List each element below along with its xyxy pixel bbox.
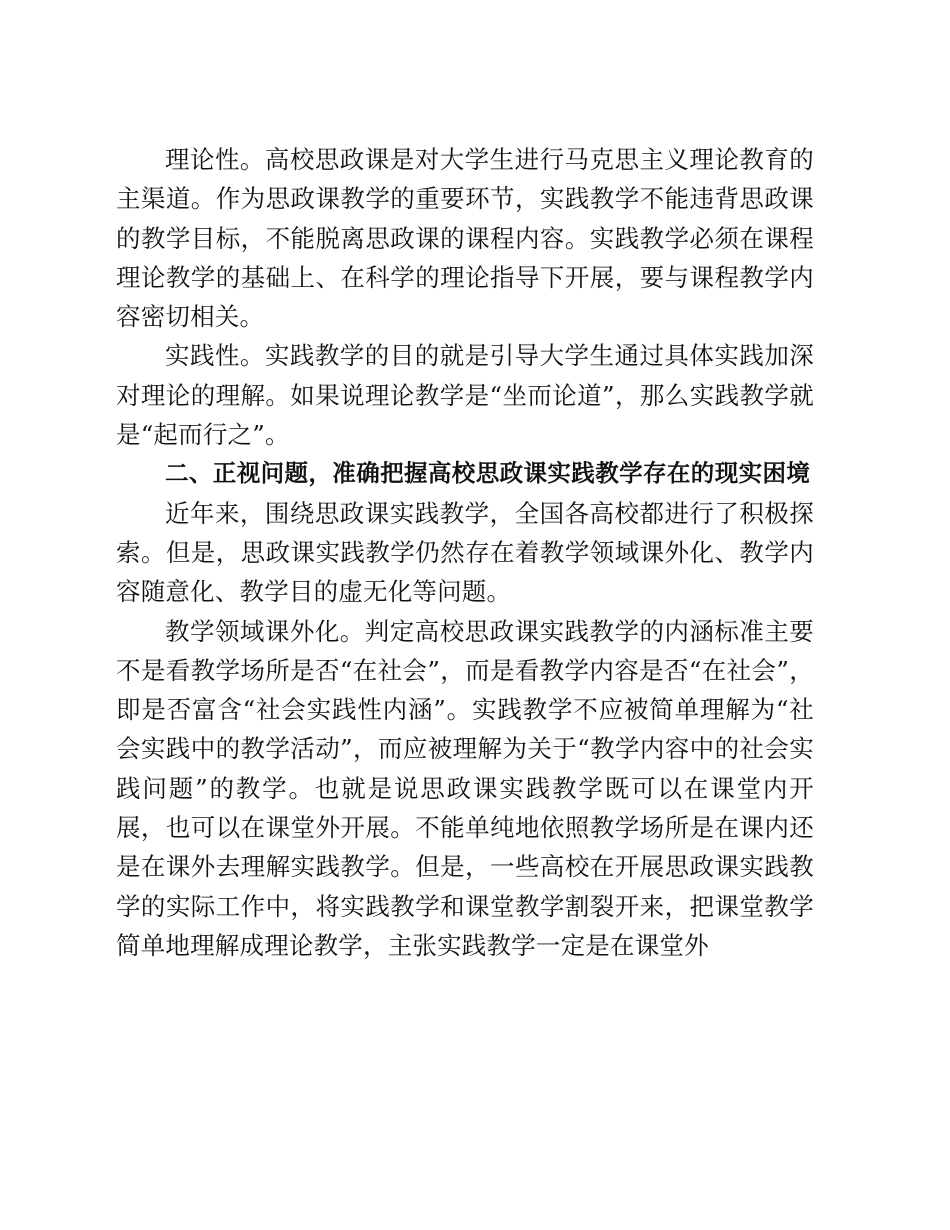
paragraph-intro: 近年来，围绕思政课实践教学，全国各高校都进行了积极探索。但是，思政课实践教学仍然存在着教学领域课外化、教学内容随意化、教学目的虚无化等问题。 xyxy=(116,498,814,607)
document-page xyxy=(116,140,814,965)
paragraph-theory: 理论性。高校思政课是对大学生进行马克思主义理论教育的主渠道。作为思政课教学的重要环节，实践教学不能违背思政课的教学目标，不能脱离思政课的课程内容。实践教学必须在课程理论教学的基础上、在科学的理论指导下开展，要与课程教学内容密切相关。 xyxy=(116,145,814,332)
paragraph-extracurricular: 教学领域课外化。判定高校思政课实践教学的内涵标准主要不是看教学场所是否“在社会”，而是看教学内容是否“在社会”，即是否富含“社会实践性内涵”。实践教学不应被简单理解为“社会实践中的教学活动”，而应被理解为关于“教学内容中的社会实践问题”的教学。也就是说思政课实践教学既可以在课堂内开展，也可以在课堂外开展。不能单纯地依照教学场所是在课内还是在课外去理解实践教学。但是，一些高校在开展思政课实践教学的实际工作中，将实践教学和课堂教学割裂开来，把课堂教学简单地理解成理论教学，主张实践教学一定是在课堂外 xyxy=(116,616,814,960)
section-heading: 二、正视问题，准确把握高校思政课实践教学存在的现实困境 xyxy=(165,459,811,488)
paragraph-practice: 实践性。实践教学的目的就是引导大学生通过具体实践加深对理论的理解。如果说理论教学是“坐而论道”，那么实践教学就是“起而行之”。 xyxy=(116,341,814,450)
